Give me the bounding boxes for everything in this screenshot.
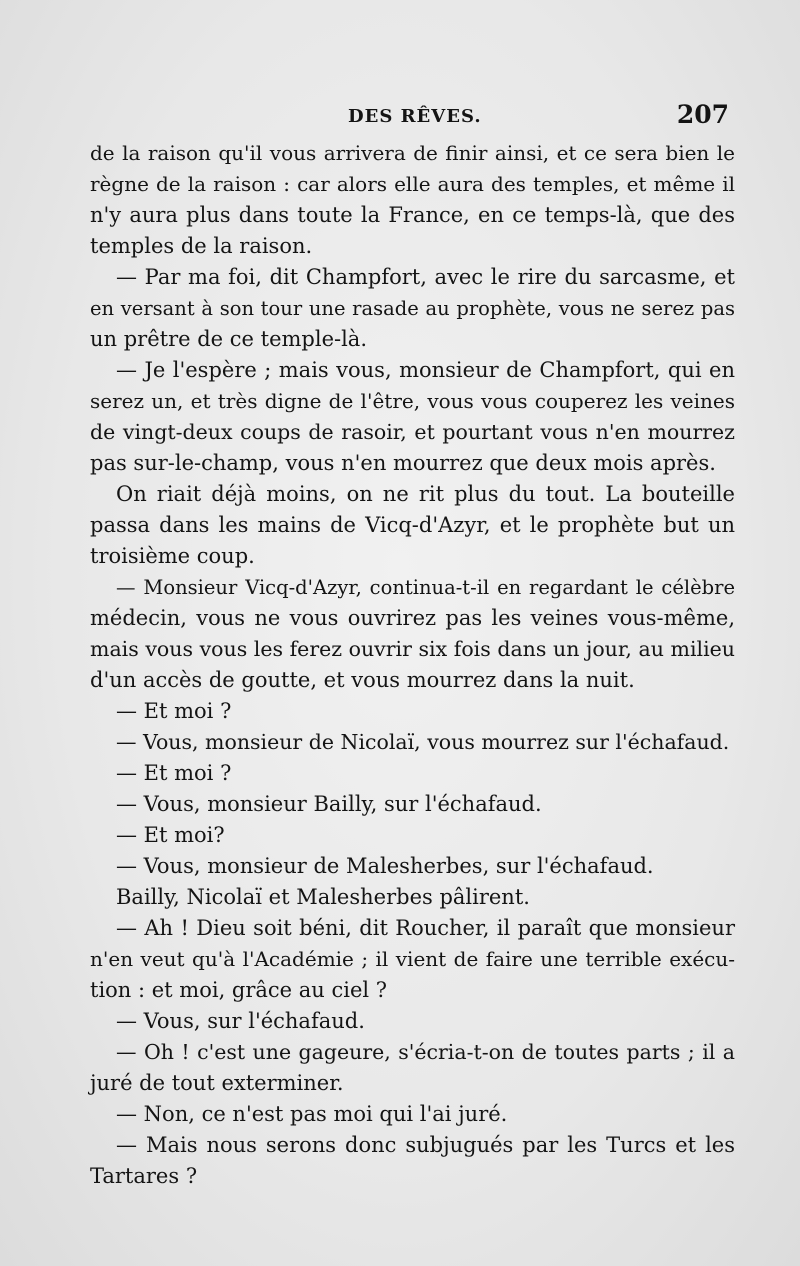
text-line: médecin, vous ne vous ouvrirez pas les veines vous-même, xyxy=(90,606,735,630)
text-line: Tartares ? xyxy=(90,1164,198,1188)
page-number: 207 xyxy=(676,100,729,129)
text-line: — Et moi ? xyxy=(116,699,232,723)
text-line: de la raison qu'il vous arrivera de finir ainsi, et ce sera bien le xyxy=(90,141,735,165)
text-line: temples de la raison. xyxy=(90,234,313,258)
text-line: — Par ma foi, dit Champfort, avec le rire du sarcasme, et xyxy=(116,265,735,289)
text-line: serez un, et très digne de l'être, vous vous couperez les veines xyxy=(90,389,735,413)
running-title: DES RÊVES. xyxy=(348,106,482,127)
text-line: — Vous, monsieur de Nicolaï, vous mourrez sur l'échafaud. xyxy=(116,730,730,754)
text-line: — Mais nous serons donc subjugués par les Turcs et les xyxy=(116,1133,735,1157)
text-line: troisième coup. xyxy=(90,544,255,568)
text-line: tion : et moi, grâce au ciel ? xyxy=(90,978,388,1002)
text-line: — Non, ce n'est pas moi qui l'ai juré. xyxy=(116,1102,508,1126)
text-line: en versant à son tour une rasade au prophète, vous ne serez pas xyxy=(90,297,735,320)
text-line: pas sur-le-champ, vous n'en mourrez que deux mois après. xyxy=(90,451,716,475)
text-line: n'en veut qu'à l'Académie ; il vient de faire une terrible exécu- xyxy=(90,947,735,971)
text-line: juré de tout exterminer. xyxy=(90,1071,344,1095)
body-text xyxy=(90,138,735,1192)
text-line: un prêtre de ce temple-là. xyxy=(90,327,367,351)
text-line: passa dans les mains de Vicq-d'Azyr, et le prophète but un xyxy=(90,513,735,537)
text-line: On riait déjà moins, on ne rit plus du tout. La bouteille xyxy=(116,482,735,506)
text-line: mais vous vous les ferez ouvrir six fois dans un jour, au milieu xyxy=(90,637,735,661)
text-line: — Oh ! c'est une gageure, s'écria-t-on de toutes parts ; il a xyxy=(116,1040,735,1064)
text-line: — Vous, sur l'échafaud. xyxy=(116,1009,365,1033)
text-line: — Vous, monsieur Bailly, sur l'échafaud. xyxy=(116,792,542,816)
text-line: de vingt-deux coups de rasoir, et pourtant vous n'en mourrez xyxy=(90,420,735,444)
text-line: règne de la raison : car alors elle aura des temples, et même il xyxy=(90,172,735,196)
text-line: — Monsieur Vicq-d'Azyr, continua-t-il en regardant le célèbre xyxy=(116,576,735,599)
running-head xyxy=(90,102,735,132)
text-line: — Et moi? xyxy=(116,823,225,847)
text-line: — Ah ! Dieu soit béni, dit Roucher, il paraît que monsieur xyxy=(116,916,735,940)
text-line: d'un accès de goutte, et vous mourrez dans la nuit. xyxy=(90,668,635,692)
text-line: Bailly, Nicolaï et Malesherbes pâlirent. xyxy=(116,885,530,909)
text-line: — Je l'espère ; mais vous, monsieur de Champfort, qui en xyxy=(116,358,735,382)
text-line: n'y aura plus dans toute la France, en ce temps-là, que des xyxy=(90,203,735,227)
text-line: — Vous, monsieur de Malesherbes, sur l'échafaud. xyxy=(116,854,654,878)
text-line: — Et moi ? xyxy=(116,761,232,785)
